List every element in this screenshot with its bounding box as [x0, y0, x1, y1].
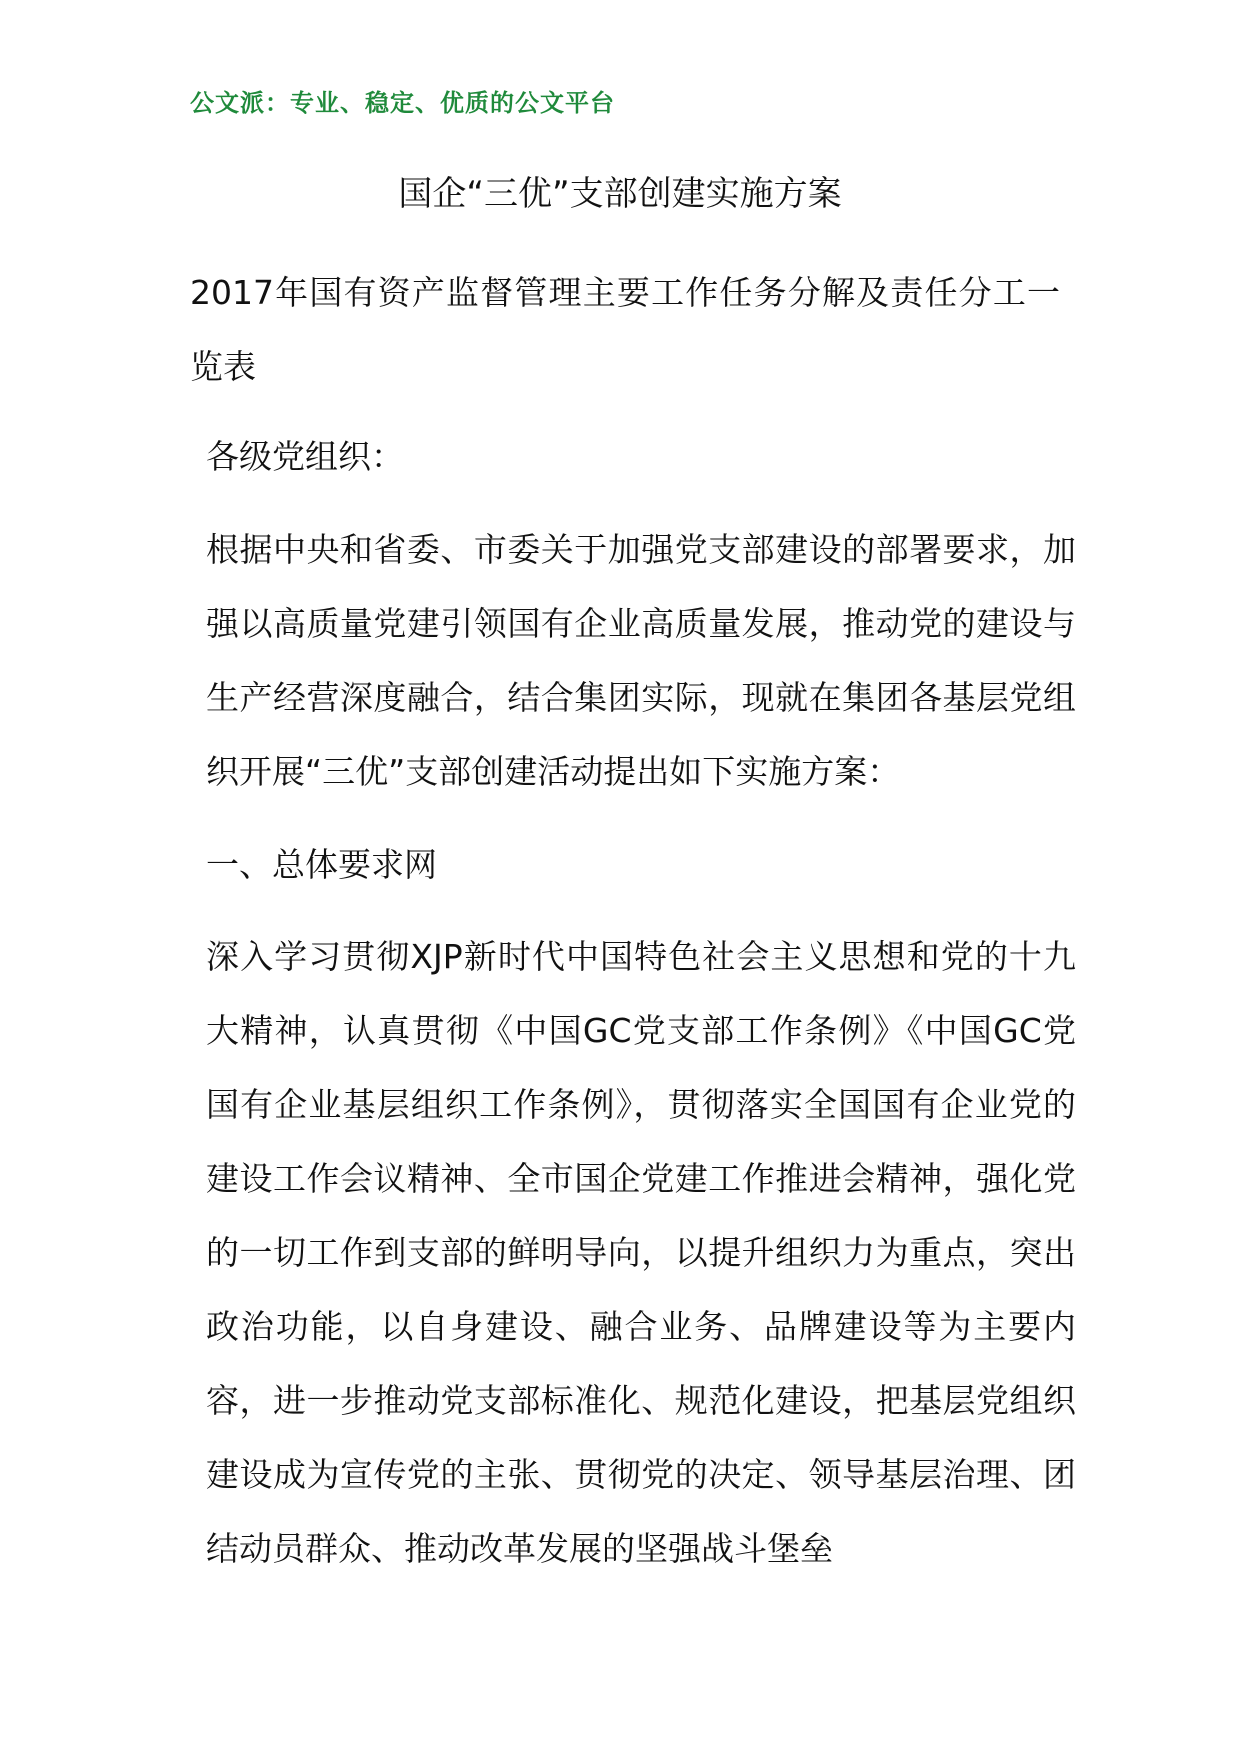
salutation: 各级党组织： [206, 437, 404, 476]
paragraph-requirements: 深入学习贯彻XJP新时代中国特色社会主义思想和党的十九大精神，认真贯彻《中国GC党支部工作条例》《中国GC党国有企业基层组织工作条例》，贯彻落实全国国有企业党的建设工作会议精神、全市国企党建工作推进会精神，强化党的一切工作到支部的鲜明导向，以提升组织力为重点，突出政治功能，以自身建设、融合业务、品牌建设等为主要内容，进一步推动党支部标准化、规范化建设，把基层党组织建设成为宣传党的主张、贯彻党的决定、领导基层治理、团结动员群众、推动改革发展的坚强战斗堡垒 [206, 937, 1076, 1568]
document-title: 国企“三优”支部创建实施方案 [398, 174, 842, 214]
document-subtitle: 2017年国有资产监督管理主要工作任务分解及责任分工一览表 [190, 273, 1060, 386]
paragraph-intro: 根据中央和省委、市委关于加强党支部建设的部署要求，加强以高质量党建引领国有企业高质量发展，推动党的建设与生产经营深度融合，结合集团实际，现就在集团各基层党组织开展“三优”支部创建活动提出如下实施方案： [206, 530, 1076, 791]
brand-header: 公文派：专业、稳定、优质的公文平台 [190, 88, 615, 117]
section-heading-1: 一、总体要求网 [206, 845, 437, 884]
